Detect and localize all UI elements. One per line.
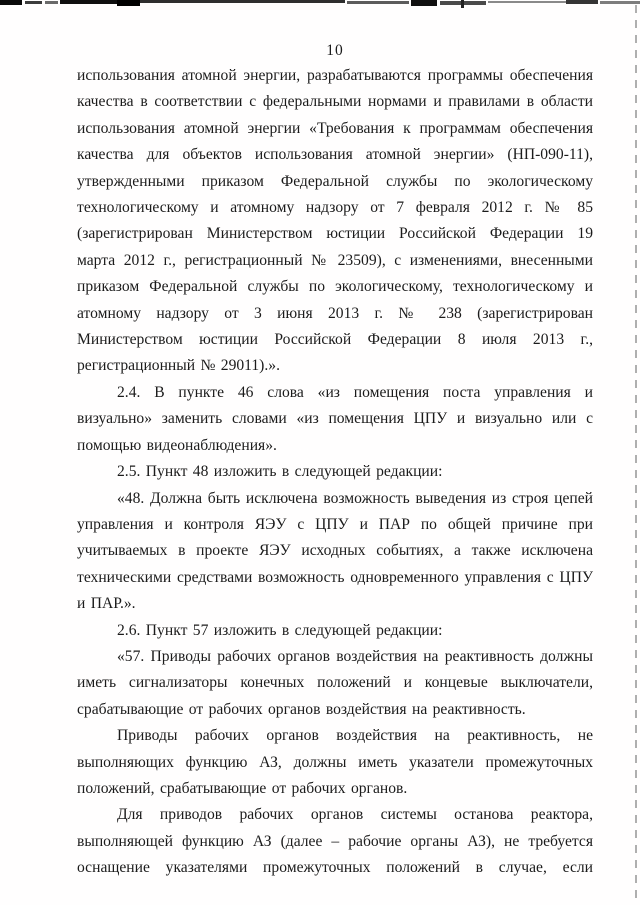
scan-noise-segment — [25, 1, 42, 4]
scan-noise-segment — [461, 0, 464, 8]
scan-noise-segment — [60, 0, 117, 4]
paragraph-clause-57-cont: Приводы рабочих органов воздействия на реактивность, не выполняющих функцию АЗ, должны иметь указатели промежуточных положений, срабатывающие от рабочих органов. — [77, 727, 593, 797]
paragraph-item-2-6: 2.6. Пункт 57 изложить в следующей редакции: — [117, 621, 443, 639]
scan-noise-segment — [600, 1, 640, 4]
paragraph-clause-57-cont-2: Для приводов рабочих органов системы останова реактора, выполняющей функцию АЗ (далее – рабочие органы АЗ), не требуется оснащение указателями промежуточных положений в случае, если — [77, 806, 593, 877]
scan-noise-segment — [347, 1, 409, 4]
scan-noise-segment — [411, 0, 437, 6]
scan-noise-segment — [566, 0, 598, 4]
scan-noise-segment — [488, 1, 566, 3]
scan-edge-line — [635, 5, 637, 905]
paragraph-item-2-4: 2.4. В пункте 46 слова «из помещения поста управления и визуально» заменить словами «из помещения ЦПУ и визуально или с помощью видеонаблюдения». — [77, 383, 593, 454]
scan-noise-artifact — [0, 0, 640, 8]
paragraph-clause-48: «48. Должна быть исключена возможность выведения из строя цепей управления и контроля ЯЭУ с ЦПУ и ПАР по общей причине при учитываемых в проекте ЯЭУ исходных событиях, а также исключена техническими средствами возможность одновременного управления с ЦПУ и ПАР.». — [77, 489, 593, 613]
document-body — [77, 63, 593, 882]
paragraph-item-2-5: 2.5. Пункт 48 изложить в следующей редакции: — [117, 463, 443, 481]
paragraph-clause-57: «57. Приводы рабочих органов воздействия на реактивность должны иметь сигнализаторы конечных положений и концевые выключатели, срабатывающие от рабочих органов воздействия на реактивность. — [77, 647, 593, 718]
scan-noise-segment — [45, 1, 58, 4]
scan-noise-segment — [117, 0, 140, 6]
paragraph-continuation: использования атомной энергии, разрабатываются программы обеспечения качества в соответствии с федеральными нормами и правилами в области использования атомной энергии «Требования к программам обеспечения качества для объектов использования атомной энергии» (НП-090-11), утвержденными приказом Федеральной службы по экологическому технологическому и атомному надзору от 7 февраля 2012 г. № 85 (зарегистрирован Министерством юстиции Российской Федерации 19 марта 2012 г., регистрационный № 23509), с изменениями, внесенными приказом Федеральной службы по экологическому, технологическому и атомному надзору от 3 июня 2013 г. № 238 (зарегистрирован Министерством юстиции Российской Федерации 8 июля 2013 г., регистрационный № 29011).». — [77, 67, 593, 375]
page-number: 10 — [326, 42, 344, 59]
scan-noise-segment — [0, 0, 22, 5]
scan-noise-segment — [140, 0, 345, 3]
